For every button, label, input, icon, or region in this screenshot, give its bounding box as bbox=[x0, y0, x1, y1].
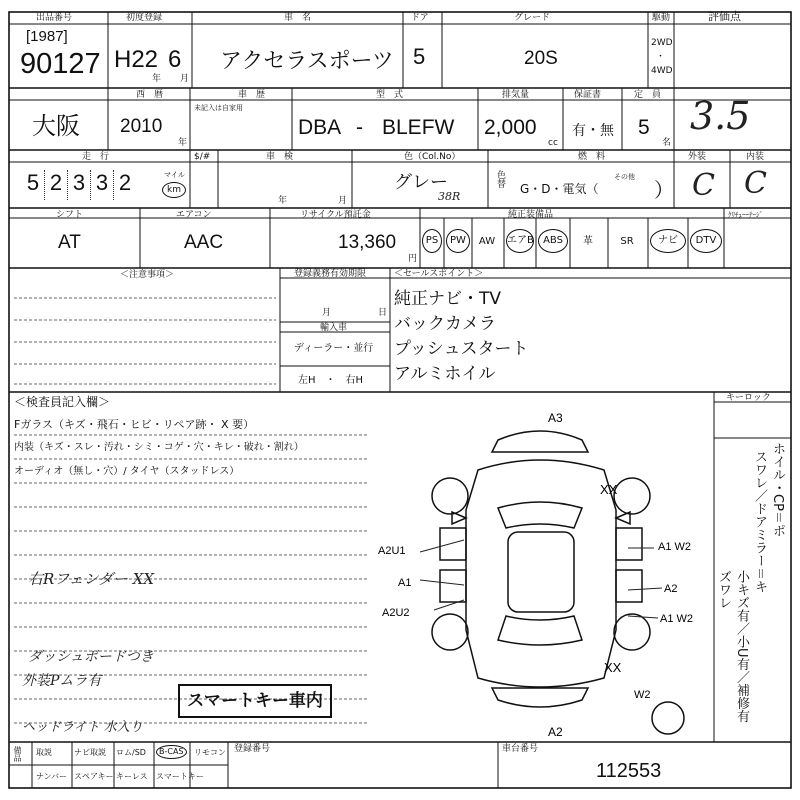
car-name-label: 車 名 bbox=[284, 13, 312, 23]
handle-side: 左H ・ 右H bbox=[298, 375, 364, 386]
unit-km: km bbox=[162, 182, 186, 198]
drive-4wd: 4WD bbox=[651, 66, 673, 76]
capacity-value: 5 bbox=[638, 116, 650, 139]
mark-bottom: A2 bbox=[548, 725, 563, 738]
keylock-label: キーロック bbox=[726, 393, 771, 403]
mileage-digit: 2 bbox=[118, 170, 132, 195]
doors-label: ドア bbox=[411, 13, 429, 23]
drive-dot: ・ bbox=[656, 52, 666, 62]
fuel-options: G・D・電気（ bbox=[520, 182, 599, 196]
inspector-line: 内装（キズ・スレ・汚れ・シミ・コゲ・穴・キレ・破れ・割れ） bbox=[14, 442, 304, 453]
ac-label: エアコン bbox=[176, 210, 212, 220]
mark-right-2: A2 bbox=[664, 583, 678, 595]
shaken-year: 年 bbox=[278, 196, 288, 206]
model-code: BLEFW bbox=[382, 116, 455, 139]
hand-note: 外装Pムラ有 bbox=[22, 673, 102, 689]
footer-item: リモコン bbox=[194, 748, 226, 757]
inspector-title: ＜検査員記入欄＞ bbox=[14, 395, 111, 409]
footer-item: ロム/SD bbox=[116, 748, 146, 757]
warranty-label: 保証書 bbox=[574, 90, 602, 100]
score-label: 評価点 bbox=[708, 10, 741, 23]
footer-item: キーレス bbox=[116, 772, 148, 781]
color-label: 色（Col.No） bbox=[404, 152, 461, 162]
recycle-label: リサイクル預託金 bbox=[300, 210, 371, 220]
mark-w-bottom: W2 bbox=[634, 689, 651, 701]
footer-item: 取説 bbox=[36, 748, 52, 757]
equipment-item: AW bbox=[478, 236, 496, 247]
color-change: 色替 bbox=[495, 170, 505, 188]
grade-label: グレード bbox=[514, 13, 551, 23]
footer-item: スマートキー bbox=[156, 772, 204, 781]
exterior-value: C bbox=[692, 168, 715, 203]
chassis-label: 車台番号 bbox=[502, 744, 539, 754]
hand-note: 右Rフェンダー XX bbox=[28, 570, 155, 588]
selling-label: ＜セールスポイント＞ bbox=[394, 269, 484, 279]
model-dash: - bbox=[356, 116, 363, 139]
legend-right: ホイル・CP＝ポ bbox=[770, 442, 785, 537]
capacity-unit: 名 bbox=[662, 138, 672, 148]
mileage-digit: 3 bbox=[91, 170, 114, 200]
year-unit: 年 bbox=[152, 74, 162, 84]
footer-item: ナンバー bbox=[36, 772, 68, 781]
car-damage-diagram bbox=[368, 400, 712, 738]
mileage-digit: 2 bbox=[45, 170, 68, 200]
doors-value: 5 bbox=[413, 44, 426, 69]
selling-point: アルミホイル bbox=[394, 364, 496, 384]
first-reg-month: 6 bbox=[168, 46, 182, 73]
displacement-label: 排気量 bbox=[502, 90, 530, 100]
drive-2wd: 2WD bbox=[651, 38, 673, 48]
mileage-digit: 3 bbox=[68, 170, 91, 200]
equipment-item: DTV bbox=[690, 229, 722, 253]
inspector-line: オーディオ（無し・穴）/ タイヤ（スタッドレス） bbox=[14, 466, 240, 477]
lot-number: 90127 bbox=[20, 48, 101, 80]
lot-label: 出品番号 bbox=[36, 13, 73, 23]
mark-right-3: A1 W2 bbox=[660, 613, 694, 625]
selling-point: 純正ナビ・TV bbox=[394, 289, 502, 309]
reg-day: 日 bbox=[378, 308, 388, 318]
equipment-item: 革 bbox=[583, 236, 593, 247]
mileage-digit: 5 bbox=[22, 170, 45, 200]
mileage-digits bbox=[22, 170, 136, 200]
ac-value: AAC bbox=[184, 232, 224, 253]
equipment-item: PS bbox=[422, 229, 442, 253]
fuel-close: ） bbox=[654, 180, 674, 202]
capacity-label: 定 員 bbox=[634, 90, 662, 100]
equipment-item: PW bbox=[446, 229, 470, 253]
mark-right-1: A1 W2 bbox=[658, 541, 692, 553]
mark-left-2: A1 bbox=[398, 577, 412, 589]
first-reg-era: H22 bbox=[114, 46, 159, 73]
mark-xx-bottom: XX bbox=[604, 660, 622, 675]
selling-point: プッシュスタート bbox=[394, 339, 529, 359]
first-reg-label: 初度登録 bbox=[126, 13, 163, 23]
mark-left-3: A2U2 bbox=[382, 607, 410, 619]
color-value: グレー bbox=[394, 172, 448, 193]
mileage-label: 走 行 bbox=[82, 152, 110, 162]
mark-top: A3 bbox=[548, 411, 563, 425]
shift-label: シフト bbox=[56, 210, 84, 220]
year-unit-2: 年 bbox=[178, 138, 188, 148]
equipment-item: エアB bbox=[506, 229, 534, 253]
mark-xx-top: XX bbox=[600, 482, 618, 497]
smart-key-stamp: スマートキー車内 bbox=[178, 684, 332, 718]
legend-right: ズワレ bbox=[716, 570, 731, 609]
reg-number-label: 登録番号 bbox=[234, 744, 271, 754]
displacement-value: 2,000 bbox=[484, 116, 537, 139]
inspector-line: Fガラス（キズ・飛石・ヒビ・リペア跡・ X 要） bbox=[14, 418, 255, 431]
reg-month: 月 bbox=[322, 308, 332, 318]
unit-mile: マイル bbox=[164, 171, 185, 179]
model-prefix: DBA bbox=[298, 116, 342, 139]
caution-label: ＜注意事項＞ bbox=[120, 270, 175, 280]
recycle-unit: 円 bbox=[408, 254, 418, 264]
inspection-sheet bbox=[8, 10, 794, 792]
hand-note: ヘッドライト 水入り bbox=[22, 720, 143, 735]
displacement-unit: cc bbox=[548, 138, 558, 148]
lot-year: [1987] bbox=[26, 28, 68, 45]
shaken-label: 車 検 bbox=[266, 152, 294, 162]
fuel-label: 燃 料 bbox=[578, 152, 606, 162]
score-value: 3.5 bbox=[690, 94, 751, 138]
interior-label: 内装 bbox=[746, 152, 765, 162]
mark-left-1: A2U1 bbox=[378, 545, 406, 557]
equipment-item: ナビ bbox=[650, 229, 686, 253]
history-note: 未記入は自家用 bbox=[194, 104, 243, 112]
region: 大阪 bbox=[32, 112, 80, 140]
import-label: 輸入車 bbox=[320, 323, 348, 333]
month-unit: 月 bbox=[180, 74, 190, 84]
recycle-value: 13,360 bbox=[338, 232, 397, 253]
footer-item: スペアキー bbox=[74, 772, 114, 781]
model-label: 型 式 bbox=[376, 90, 404, 100]
equipment-label: 純正装備品 bbox=[508, 210, 554, 220]
history-label: 車 歴 bbox=[238, 90, 266, 100]
shaken-month: 月 bbox=[338, 196, 348, 206]
year-value: 2010 bbox=[120, 116, 163, 137]
color-code: 38R bbox=[438, 190, 461, 203]
hand-note: ダッシュボードつき bbox=[28, 649, 154, 665]
tv-label: ｸﾘﾁｭｰｰﾃｰｼﾞ bbox=[728, 211, 763, 219]
exterior-label: 外装 bbox=[688, 152, 707, 162]
year-label: 西 暦 bbox=[136, 90, 164, 100]
selling-point: バックカメラ bbox=[394, 314, 496, 334]
equipment-item: ABS bbox=[538, 229, 568, 253]
footer-side-label: 備品 bbox=[13, 746, 22, 762]
grade-value: 20S bbox=[524, 48, 558, 69]
shift-value: AT bbox=[58, 232, 81, 253]
tank-label: $/# bbox=[194, 152, 211, 162]
interior-value: C bbox=[744, 166, 767, 201]
legend-right: 小キズ有／小U有／補修有 bbox=[734, 570, 749, 723]
car-name: アクセラスポーツ bbox=[220, 49, 394, 74]
reg-deadline-label: 登録義務有効期限 bbox=[294, 269, 367, 279]
warranty-value: 有・無 bbox=[572, 123, 614, 139]
import-dealer: ディーラー・並行 bbox=[294, 343, 374, 354]
drive-label: 駆動 bbox=[652, 13, 671, 23]
fuel-other: その他 bbox=[614, 173, 635, 181]
equipment-item: SR bbox=[620, 236, 634, 247]
chassis-number: 112553 bbox=[596, 760, 662, 782]
footer-item: ナビ取説 bbox=[74, 748, 106, 757]
footer-item-bcas: B-CAS bbox=[156, 745, 187, 759]
legend-right: スワレ／ドアミラー＝キ bbox=[752, 450, 767, 594]
